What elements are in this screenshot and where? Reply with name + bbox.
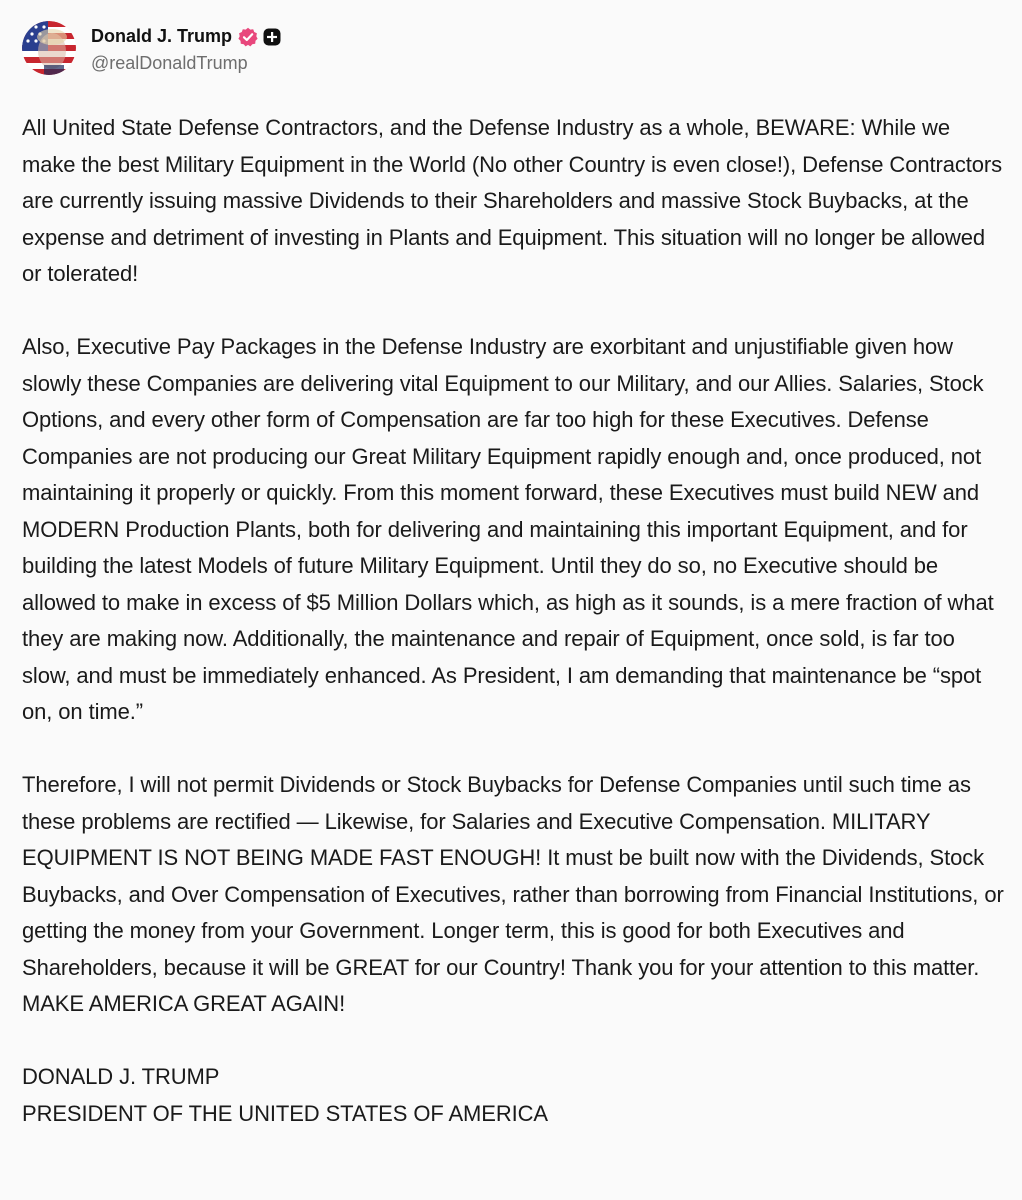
author-handle[interactable]: @realDonaldTrump <box>91 52 248 73</box>
plus-badge-icon <box>263 28 281 46</box>
post-paragraph-2: Also, Executive Pay Packages in the Defense Industry are exorbitant and unjustifiable given how slowly these Companies are delivering vital Equipment to our Military, and our Allies. Salaries, Stock Options, and every other form of Compensation are far too high for these Executives. Defense Companies are not producing our Great Military Equipment rapidly enough and, once produced, not maintaining it properly or quickly. From this moment forward, these Executives must build NEW and MODERN Production Plants, both for delivering and maintaining this important Equipment, and for building the latest Models of future Military Equipment. Until they do so, no Executive should be allowed to make in excess of $5 Million Dollars which, as high as it sounds, is a mere fraction of what they are making now. Additionally, the maintenance and repair of Equipment, once sold, is far too slow, and must be immediately enhanced. As President, I am demanding that maintenance be “spot on, on time.” <box>22 334 994 724</box>
post-body <box>22 110 1007 1132</box>
avatar-image <box>22 21 76 75</box>
name-row <box>91 23 281 51</box>
post-paragraph-1: All United State Defense Contractors, and the Defense Industry as a whole, BEWARE: While we make the best Military Equipment in the World (No other Country is even close!), Defense Contractors are currently issuing massive Dividends to their Shareholders and massive Stock Buybacks, at the expense and detriment of investing in Plants and Equipment. This situation will no longer be allowed or tolerated! <box>22 115 1003 286</box>
post-header <box>22 20 281 76</box>
post-signature <box>22 1059 1007 1132</box>
post-paragraph-3: Therefore, I will not permit Dividends or Stock Buybacks for Defense Companies until such time as these problems are rectified — Likewise, for Salaries and Executive Compensation. MILITARY EQUIPMENT IS NOT BEING MADE FAST ENOUGH! It must be built now with the Dividends, Stock Buybacks, and Over Compensation of Executives, rather than borrowing from Financial Institutions, or getting the money from your Government. Longer term, this is good for both Executives and Shareholders, because it will be GREAT for our Country! Thank you for your attention to this matter. MAKE AMERICA GREAT AGAIN! <box>22 772 1004 1016</box>
signature-name: DONALD J. TRUMP <box>22 1064 220 1089</box>
author-identity <box>91 23 281 74</box>
avatar[interactable] <box>22 21 76 75</box>
signature-title: PRESIDENT OF THE UNITED STATES OF AMERICA <box>22 1100 549 1126</box>
verified-badge-icon <box>238 27 258 47</box>
author-display-name[interactable]: Donald J. Trump <box>91 26 233 46</box>
